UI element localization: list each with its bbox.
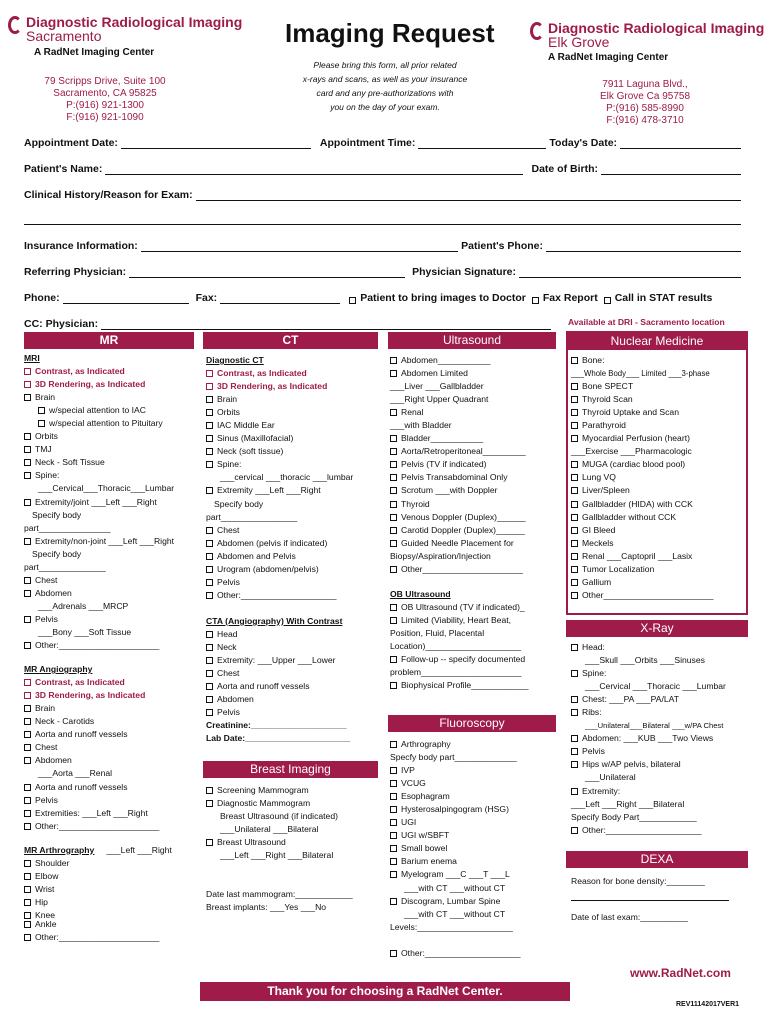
note-line: x-rays and scans, as well as your insurance: [302, 74, 468, 84]
mri-option[interactable]: w/special attention to IAC: [24, 404, 199, 417]
us-option[interactable]: Aorta/Retroperitoneal_________: [390, 445, 560, 458]
ct-option[interactable]: Neck (soft tissue): [206, 445, 384, 458]
fluoro-levels-field[interactable]: Levels:____________________: [390, 921, 513, 932]
bring-images-label: Patient to bring images to Doctor: [360, 292, 526, 304]
mri-subtext: Specify body: [32, 548, 82, 559]
mri-contrast-option[interactable]: Contrast, as Indicated: [24, 365, 199, 378]
mri-subtext[interactable]: part______________: [24, 561, 106, 572]
note-line: Please bring this form, all prior related: [313, 60, 457, 70]
nm-option[interactable]: Myocardial Perfusion (heart): [571, 432, 746, 445]
breast-option[interactable]: Breast Ultrasound: [206, 836, 384, 849]
ob-option[interactable]: Follow-up -- specify documented: [390, 653, 560, 666]
breast-imaging-header: Breast Imaging: [203, 761, 378, 778]
ct-option[interactable]: Spine:: [206, 458, 384, 471]
fax-report-label: Fax Report: [542, 292, 598, 304]
fax-line: F:(916) 921-1090: [66, 112, 144, 123]
mri-option[interactable]: Orbits: [24, 430, 199, 443]
mra-3d-option[interactable]: 3D Rendering, as Indicated: [24, 689, 199, 702]
mri-option[interactable]: TMJ: [24, 443, 199, 456]
nm-option[interactable]: Thyroid Uptake and Scan: [571, 406, 746, 419]
xray-subtext[interactable]: ___Skull ___Orbits ___Sinuses: [585, 655, 705, 666]
diagnostic-ct-title: Diagnostic CT: [206, 355, 264, 365]
mri-option[interactable]: Brain: [24, 391, 199, 404]
ultrasound-header: Ultrasound: [388, 332, 556, 349]
mri-subtext[interactable]: ___Adrenals ___MRCP: [38, 600, 129, 611]
radnet-logo-icon: [530, 22, 544, 40]
xray-column: [571, 641, 749, 837]
mri-option[interactable]: Extremity/joint ___Left ___Right: [24, 496, 199, 509]
fluoro-subtext[interactable]: Specfy body part_____________: [390, 752, 517, 763]
us-option[interactable]: Pelvis (TV if indicated): [390, 458, 560, 471]
mra-option[interactable]: Aorta and runoff vessels: [24, 781, 199, 794]
xray-subtext[interactable]: ___Cervical ___Thoracic ___Lumbar: [585, 681, 726, 692]
nm-option[interactable]: Meckels: [571, 537, 746, 550]
mri-subtext[interactable]: ___Bony ___Soft Tissue: [38, 626, 132, 637]
patient-name-field[interactable]: [105, 165, 522, 175]
us-option[interactable]: Thyroid: [390, 498, 560, 511]
radnet-tagline: A RadNet Imaging Center: [548, 52, 669, 63]
cc-physician-field[interactable]: [101, 320, 551, 330]
fluoro-option[interactable]: Discogram, Lumbar Spine: [390, 895, 560, 908]
history-label: Clinical History/Reason for Exam:: [24, 189, 193, 201]
ob-subtext[interactable]: Location)____________________: [390, 640, 521, 651]
us-option[interactable]: Abdomen___________: [390, 354, 560, 367]
xray-option[interactable]: Hips w/AP pelvis, bilateral: [571, 758, 749, 771]
patient-phone-field[interactable]: [546, 242, 741, 252]
nm-option[interactable]: Liver/Spleen: [571, 484, 746, 497]
ct-option[interactable]: Other:____________________: [206, 589, 384, 602]
breast-implants-field[interactable]: Breast implants: ___Yes ___No: [206, 902, 327, 913]
nuclear-medicine-column: [571, 354, 746, 602]
address-sacramento: [40, 76, 170, 124]
nm-option[interactable]: Bone SPECT: [571, 380, 746, 393]
nm-option[interactable]: Gallium: [571, 576, 746, 589]
breast-subtext: Breast Ultrasound (if indicated): [220, 811, 338, 822]
us-option[interactable]: Other_____________________: [390, 563, 560, 576]
nm-option[interactable]: MUGA (cardiac blood pool): [571, 458, 746, 471]
nm-option[interactable]: Bone:: [571, 354, 746, 367]
cta-option[interactable]: Pelvis: [206, 706, 384, 719]
nuclear-medicine-header: Nuclear Medicine: [568, 333, 746, 350]
mri-title: MRI: [24, 353, 40, 363]
history-field[interactable]: [196, 191, 741, 201]
us-option[interactable]: Scrotum ___with Doppler: [390, 484, 560, 497]
patient-phone-label: Patient's Phone:: [461, 240, 543, 252]
nm-option[interactable]: Thyroid Scan: [571, 393, 746, 406]
fluoro-option[interactable]: VCUG: [390, 777, 560, 790]
dob-field[interactable]: [601, 165, 741, 175]
logo-title: Diagnostic Radiological Imaging: [26, 14, 243, 30]
xray-option[interactable]: Pelvis: [571, 745, 749, 758]
mri-subtext[interactable]: ___Cervical___Thoracic___Lumbar: [38, 483, 175, 494]
arth-option[interactable]: Ankle: [24, 918, 199, 931]
bone-density-reason-line[interactable]: [571, 888, 729, 901]
logo-elk-grove: [530, 20, 764, 63]
mri-option[interactable]: Abdomen: [24, 587, 199, 600]
phone-line: P:(916) 585-8990: [606, 103, 684, 114]
breast-subtext[interactable]: ___Unilateral ___Bilateral: [220, 824, 319, 835]
fluoroscopy-header: Fluoroscopy: [388, 715, 556, 732]
fluoro-subtext[interactable]: ___with CT ___without CT: [404, 882, 506, 893]
signature-field[interactable]: [519, 268, 741, 278]
xray-subtext[interactable]: ___Unilateral: [585, 772, 636, 783]
fluoro-option[interactable]: Esophagram: [390, 790, 560, 803]
bring-images-checkbox[interactable]: [349, 297, 356, 304]
referring-physician-field[interactable]: [129, 268, 405, 278]
xray-option[interactable]: Head:: [571, 641, 749, 654]
insurance-field[interactable]: [141, 242, 458, 252]
arth-option[interactable]: Elbow: [24, 870, 199, 883]
ct-option[interactable]: Abdomen and Pelvis: [206, 550, 384, 563]
xray-option[interactable]: Spine:: [571, 667, 749, 680]
address-line: 7911 Laguna Blvd.,: [602, 79, 688, 90]
ob-subtext: Position, Fluid, Placental: [390, 627, 485, 638]
logo-location: Sacramento: [26, 28, 102, 44]
signature-label: Physician Signature:: [412, 266, 516, 278]
mr-angiography-title: MR Angiography: [24, 664, 93, 675]
ct-option[interactable]: Orbits: [206, 406, 384, 419]
cc-row: [24, 318, 554, 330]
ob-subtext[interactable]: problem_____________________: [390, 667, 522, 678]
creatinine-field[interactable]: Creatinine:____________________: [206, 720, 347, 731]
ct-option[interactable]: Brain: [206, 393, 384, 406]
address-line: 79 Scripps Drive, Suite 100: [44, 76, 166, 87]
arthrography-side[interactable]: ___Left ___Right: [106, 844, 172, 855]
nm-subtext[interactable]: ___Exercise ___Pharmacologic: [571, 446, 692, 457]
ct-option[interactable]: Extremity ___Left ___Right: [206, 484, 384, 497]
arth-option[interactable]: Hip: [24, 896, 199, 909]
phone-fax-row: [24, 292, 744, 304]
ct-subtext[interactable]: ___cervical ___thoracic ___lumbar: [220, 472, 354, 483]
radnet-tagline: A RadNet Imaging Center: [34, 47, 155, 58]
cta-option[interactable]: Chest: [206, 667, 384, 680]
patient-row: [24, 163, 744, 175]
arth-option[interactable]: Knee: [24, 909, 199, 922]
us-subtext[interactable]: ___with Bladder: [390, 420, 452, 431]
nm-option[interactable]: Renal ___Captopril ___Lasix: [571, 550, 746, 563]
ct-option[interactable]: IAC Middle Ear: [206, 419, 384, 432]
us-subtext: Biopsy/Aspiration/Injection: [390, 550, 491, 561]
last-mammogram-field[interactable]: Date last mammogram:____________: [206, 889, 353, 900]
mri-option[interactable]: Neck - Soft Tissue: [24, 456, 199, 469]
mri-3d-option[interactable]: 3D Rendering, as Indicated: [24, 378, 199, 391]
arth-option[interactable]: Wrist: [24, 883, 199, 896]
page-title: Imaging Request: [285, 18, 495, 48]
cta-option[interactable]: Abdomen: [206, 693, 384, 706]
logo-title: Diagnostic Radiological Imaging: [548, 20, 765, 36]
mra-option[interactable]: Abdomen: [24, 754, 199, 767]
arth-option[interactable]: Shoulder: [24, 857, 199, 870]
fluoro-option[interactable]: IVP: [390, 764, 560, 777]
nm-option[interactable]: Gallbladder (HIDA) with CCK: [571, 498, 746, 511]
fluoro-option[interactable]: UGI: [390, 816, 560, 829]
address-elk-grove: [580, 79, 710, 127]
mra-option[interactable]: Aorta and runoff vessels: [24, 728, 199, 741]
appointment-date-label: Appointment Date:: [24, 137, 118, 149]
breast-column: [206, 784, 384, 914]
cc-physician-label: CC: Physician:: [24, 318, 99, 330]
xray-specify-field[interactable]: Specify Body Part____________: [571, 811, 697, 822]
phone-line: P:(916) 921-1300: [66, 100, 144, 111]
us-option[interactable]: Abdomen Limited: [390, 367, 560, 380]
address-line: Elk Grove Ca 95758: [599, 91, 691, 102]
cta-option[interactable]: Aorta and runoff vessels: [206, 680, 384, 693]
stat-results-label: Call in STAT results: [614, 292, 713, 304]
fax-label: Fax:: [195, 292, 218, 304]
xray-option[interactable]: Extremity:: [571, 785, 749, 798]
ultrasound-column: [390, 354, 560, 692]
breast-option[interactable]: Diagnostic Mammogram: [206, 797, 384, 810]
fluoro-subtext[interactable]: ___with CT ___without CT: [404, 908, 506, 919]
radnet-url[interactable]: www.RadNet.com: [630, 966, 731, 980]
mra-option[interactable]: Other:_____________________: [24, 820, 199, 833]
us-subtext[interactable]: ___Liver ___Gallbladder: [390, 381, 484, 392]
ct-option[interactable]: Abdomen (pelvis if indicated): [206, 537, 384, 550]
ob-option[interactable]: Limited (Viability, Heart Beat,: [390, 614, 560, 627]
mri-option[interactable]: Other:_____________________: [24, 639, 199, 652]
mra-option[interactable]: Extremities: ___Left ___Right: [24, 807, 199, 820]
appointment-time-label: Appointment Time:: [319, 137, 416, 149]
phone-label: Phone:: [24, 292, 60, 304]
us-option[interactable]: Carotid Doppler (Duplex)______: [390, 524, 560, 537]
radnet-logo-icon: [8, 16, 22, 34]
history-row: [24, 189, 744, 201]
fluoro-option[interactable]: Myelogram ___C ___T ___L: [390, 868, 560, 881]
arth-option[interactable]: Other:_____________________: [24, 931, 199, 944]
mra-option[interactable]: Neck - Carotids: [24, 715, 199, 728]
ct-column: [206, 354, 384, 745]
appointment-time-field[interactable]: [418, 139, 546, 149]
history-field-line2[interactable]: [24, 224, 741, 225]
us-option[interactable]: Guided Needle Placement for: [390, 537, 560, 550]
mri-subtext: Specify body: [32, 509, 82, 520]
mri-option[interactable]: Pelvis: [24, 613, 199, 626]
nm-option[interactable]: Tumor Localization: [571, 563, 746, 576]
nm-option[interactable]: Gallbladder without CCK: [571, 511, 746, 524]
note-line: card and any pre-authorizations with: [316, 88, 454, 98]
address-line: Sacramento, CA 95825: [53, 88, 157, 99]
appointment-row: [24, 137, 744, 149]
ct-option[interactable]: Chest: [206, 524, 384, 537]
xray-option[interactable]: Ribs:: [571, 706, 749, 719]
fluoro-option[interactable]: Arthrography: [390, 738, 560, 751]
mra-contrast-option[interactable]: Contrast, as Indicated: [24, 676, 199, 689]
last-exam-date-field[interactable]: Date of last exam:__________: [571, 912, 689, 923]
logo-sacramento: [8, 14, 242, 58]
lab-date-field[interactable]: Lab Date:______________________: [206, 733, 351, 744]
dexa-column: [571, 875, 749, 924]
bone-density-reason-field[interactable]: Reason for bone density:________: [571, 876, 705, 886]
mri-option[interactable]: Chest: [24, 574, 199, 587]
fluoro-option[interactable]: Small bowel: [390, 842, 560, 855]
xray-subtext[interactable]: ___Unilateral___Bilateral ___w/PA Chest: [585, 721, 724, 731]
mra-option[interactable]: Pelvis: [24, 794, 199, 807]
ct-option[interactable]: Urogram (abdomen/pelvis): [206, 563, 384, 576]
ob-option[interactable]: OB Ultrasound (TV if indicated)_: [390, 601, 560, 614]
mr-column: [24, 352, 199, 944]
mri-option[interactable]: Spine:: [24, 469, 199, 482]
ct-subtext: Specify body: [214, 498, 264, 509]
xray-option[interactable]: Other:____________________: [571, 824, 749, 837]
note-line: you on the day of your exam.: [330, 102, 440, 112]
appointment-date-field[interactable]: [121, 139, 311, 149]
mr-arthrography-title: MR Arthrography: [24, 844, 95, 855]
insurance-row: [24, 240, 744, 252]
dexa-header: DEXA: [566, 851, 748, 868]
fax-report-checkbox[interactable]: [532, 297, 539, 304]
dob-label: Date of Birth:: [531, 163, 598, 175]
mra-option[interactable]: Chest: [24, 741, 199, 754]
mri-option[interactable]: w/special attention to Pituitary: [24, 417, 199, 430]
xray-option[interactable]: Chest: ___PA ___PA/LAT: [571, 693, 749, 706]
ct-subtext[interactable]: part________________: [206, 511, 298, 522]
fax-line: F:(916) 478-3710: [606, 115, 684, 126]
ob-option[interactable]: Biophysical Profile____________: [390, 679, 560, 692]
ct-header: CT: [203, 332, 378, 349]
mra-subtext[interactable]: ___Aorta ___Renal: [38, 768, 113, 779]
todays-date-field[interactable]: [620, 139, 741, 149]
ct-option[interactable]: Sinus (Maxillofacial): [206, 432, 384, 445]
breast-option[interactable]: Screening Mammogram: [206, 784, 384, 797]
us-option[interactable]: Pelvis Transabdominal Only: [390, 471, 560, 484]
us-option[interactable]: Bladder___________: [390, 432, 560, 445]
cta-title: CTA (Angiography) With Contrast: [206, 615, 343, 626]
todays-date-label: Today's Date:: [549, 137, 618, 149]
cta-option[interactable]: Head: [206, 628, 384, 641]
ct-3d-option[interactable]: 3D Rendering, as Indicated: [206, 380, 384, 393]
mri-subtext[interactable]: part_______________: [24, 522, 111, 533]
fluoro-option[interactable]: UGI w/SBFT: [390, 829, 560, 842]
referring-physician-label: Referring Physician:: [24, 266, 127, 278]
nm-subtext[interactable]: ___Whole Body___ Limited ___3-phase: [571, 369, 710, 379]
mr-header: MR: [24, 332, 194, 349]
ob-ultrasound-title: OB Ultrasound: [390, 588, 451, 599]
nm-option[interactable]: GI Bleed: [571, 524, 746, 537]
fluoroscopy-column: [390, 738, 560, 960]
patient-name-label: Patient's Name:: [24, 163, 103, 175]
referring-row: [24, 266, 744, 278]
us-option[interactable]: Venous Doppler (Duplex)______: [390, 511, 560, 524]
fax-field[interactable]: [220, 294, 340, 304]
ct-option[interactable]: Pelvis: [206, 576, 384, 589]
mri-option[interactable]: Extremity/non-joint ___Left ___Right: [24, 535, 199, 548]
ct-contrast-option[interactable]: Contrast, as Indicated: [206, 367, 384, 380]
cta-option[interactable]: Neck: [206, 641, 384, 654]
insurance-label: Insurance Information:: [24, 240, 138, 252]
stat-results-checkbox[interactable]: [604, 297, 611, 304]
phone-field[interactable]: [63, 294, 189, 304]
fluoro-option[interactable]: Hysterosalpingogram (HSG): [390, 803, 560, 816]
fluoro-option[interactable]: Other:____________________: [390, 947, 560, 960]
nm-option[interactable]: Other_______________________: [571, 589, 746, 602]
xray-header: X-Ray: [566, 620, 748, 637]
breast-subtext[interactable]: ___Left ___Right ___Bilateral: [220, 850, 334, 861]
nm-option[interactable]: Lung VQ: [571, 471, 746, 484]
us-option[interactable]: Renal: [390, 406, 560, 419]
mra-option[interactable]: Brain: [24, 702, 199, 715]
xray-subtext[interactable]: ___Left ___Right ___Bilateral: [571, 798, 685, 809]
revision-code: REV11142017VER1: [676, 1001, 740, 1008]
available-note: Available at DRI - Sacramento location: [568, 317, 725, 327]
cta-option[interactable]: Extremity: ___Upper ___Lower: [206, 654, 384, 667]
nm-option[interactable]: Parathyroid: [571, 419, 746, 432]
us-subtext[interactable]: ___Right Upper Quadrant: [390, 394, 489, 405]
fluoro-option[interactable]: Barium enema: [390, 855, 560, 868]
logo-location: Elk Grove: [548, 34, 610, 50]
thank-you-banner: Thank you for choosing a RadNet Center.: [200, 982, 570, 1001]
xray-option[interactable]: Abdomen: ___KUB ___Two Views: [571, 732, 749, 745]
instructions-note: [275, 58, 495, 114]
